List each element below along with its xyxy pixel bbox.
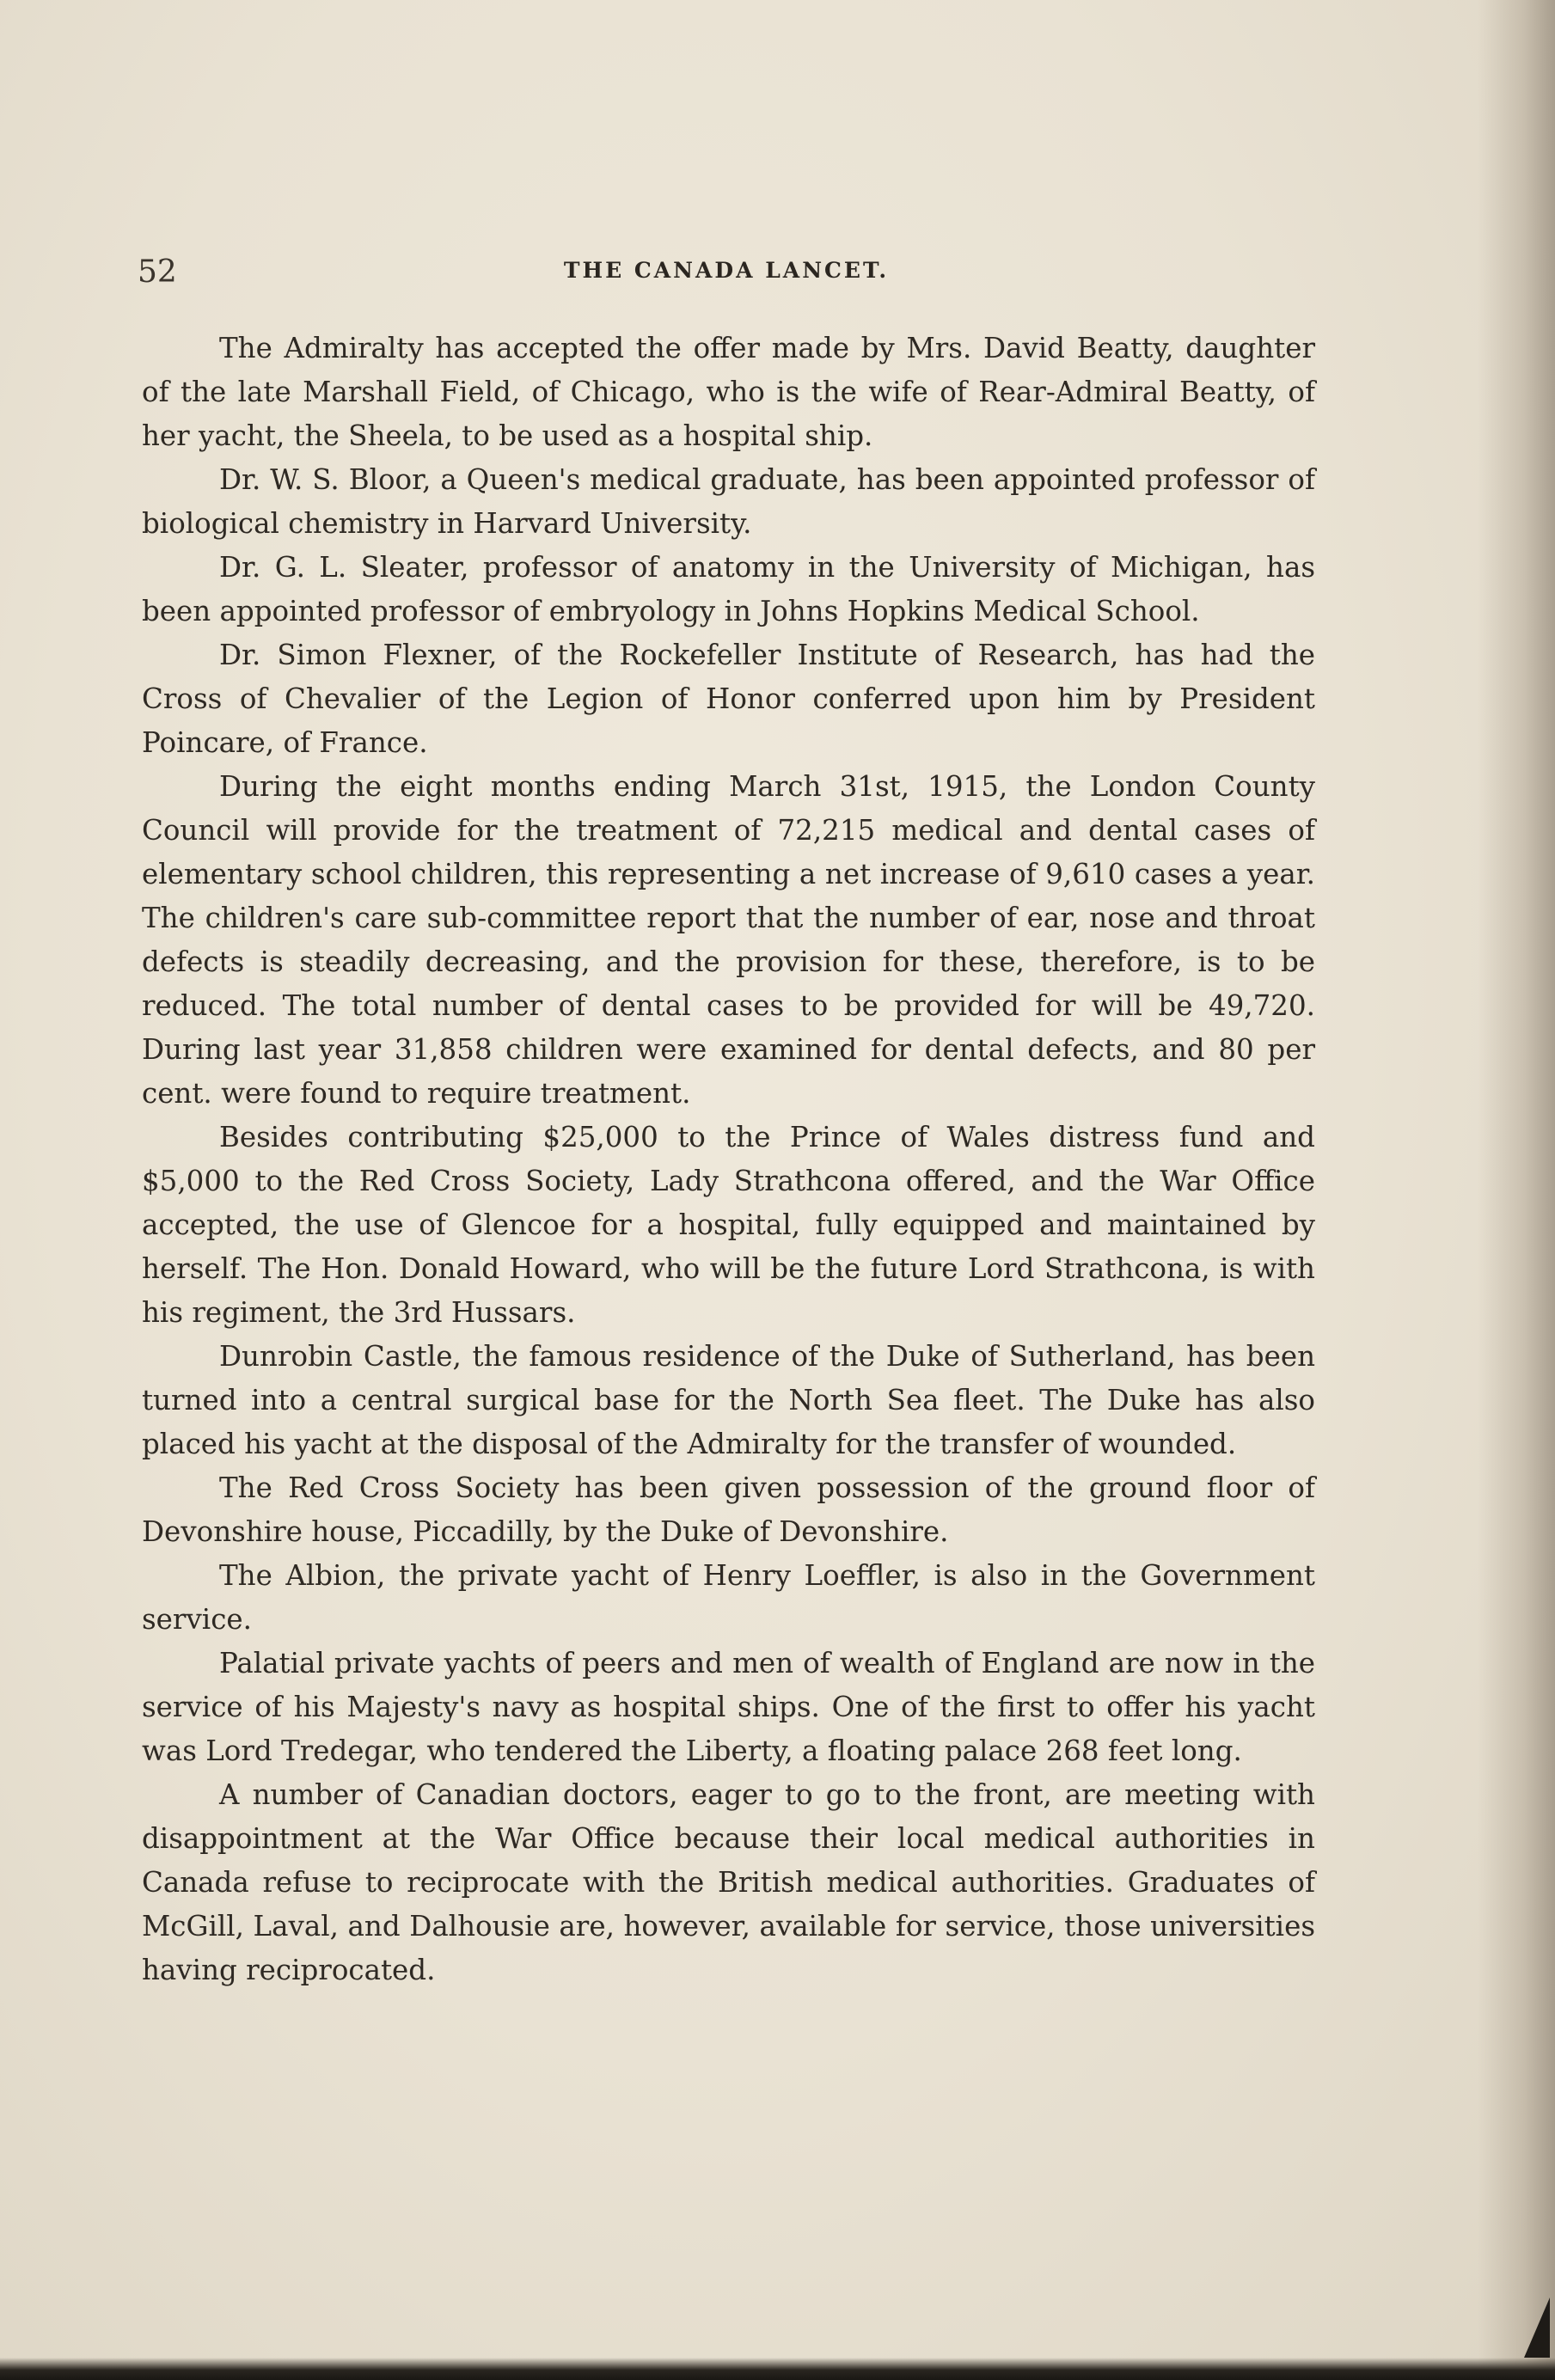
paragraph-palatial-yachts: Palatial private yachts of peers and men of wealth of England are now in the service of his Majesty's navy as hospital ships. One of the first to offer his yacht was Lord Tredegar, who tendered the Liberty, a floating palace 268 feet long. [142,1647,1315,1767]
paragraph-bloor: Dr. W. S. Bloor, a Queen's medical graduate, has been appointed professor of biological chemistry in Harvard University. [142,463,1315,540]
paragraph-red-cross-devonshire: The Red Cross Society has been given possession of the ground floor of Devonshire house, Piccadilly, by the Duke of Devonshire. [142,1471,1315,1548]
paragraph-strathcona: Besides contributing $25,000 to the Prince of Wales distress fund and $5,000 to the Red Cross Society, Lady Strathcona offered, and the War Office accepted, the use of Glencoe for a hospital, fully equipped and maintained by herself. The Hon. Donald Howard, who will be the future Lord Strathcona, is with his regiment, the 3rd Hussars. [142,1121,1315,1329]
running-head: THE CANADA LANCET. [563,258,890,283]
article-body [142,327,1315,1992]
page-corner-shadow [1524,2297,1550,2358]
paragraph-canadian-doctors: A number of Canadian doctors, eager to go to the front, are meeting with disappointment at the War Office because their local medical authorities in Canada refuse to reciprocate with the British medical authorities. Graduates of McGill, Laval, and Dalhousie are, however, available for service, those universities having reciprocated. [142,1778,1315,1986]
paragraph-albion: The Albion, the private yacht of Henry Loeffler, is also in the Government service. [142,1559,1315,1636]
paragraph-admiralty-beatty: The Admiralty has accepted the offer made by Mrs. David Beatty, daughter of the late Marshall Field, of Chicago, who is the wife of Rear-Admiral Beatty, of her yacht, the Sheela, to be used as a hospital ship. [142,332,1315,452]
page-bottom-edge [0,2358,1555,2380]
page-number: 52 [138,254,177,290]
paragraph-london-county-council: During the eight months ending March 31st, 1915, the London County Council will provide for the treatment of 72,215 medical and dental cases of elementary school children, this representing a net increase of 9,610 cases a year. The children's care sub-committee report that the number of ear, nose and throat defects is steadily decreasing, and the provision for these, therefore, is to be reduced. The total number of dental cases to be provided for will be 49,720. During last year 31,858 children were examined for dental defects, and 80 per cent. were found to require treatment. [142,770,1315,1110]
paragraph-sleater: Dr. G. L. Sleater, professor of anatomy in the University of Michigan, has been appointed professor of embryology in Johns Hopkins Medical School. [142,551,1315,627]
paragraph-dunrobin-castle: Dunrobin Castle, the famous residence of the Duke of Sutherland, has been turned into a central surgical base for the North Sea fleet. The Duke has also placed his yacht at the disposal of the Admiralty for the transfer of wounded. [142,1340,1315,1460]
paragraph-flexner: Dr. Simon Flexner, of the Rockefeller Institute of Research, has had the Cross of Chevalier of the Legion of Honor conferred upon him by President Poincare, of France. [142,639,1315,759]
page-header [138,254,1315,297]
spine-shadow [1478,0,1555,2380]
